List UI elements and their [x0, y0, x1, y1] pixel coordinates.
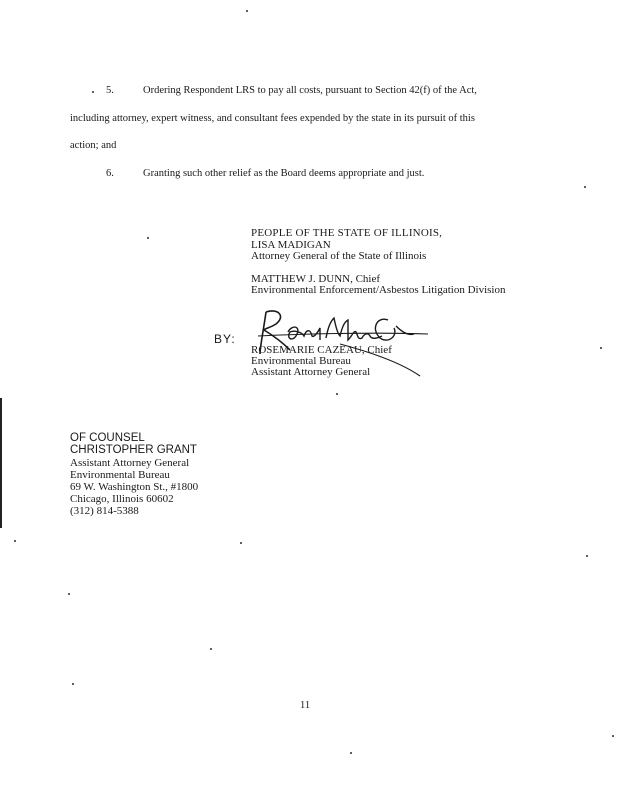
party-name: PEOPLE OF THE STATE OF ILLINOIS,	[251, 227, 443, 239]
counsel-name: CHRISTOPHER GRANT	[70, 444, 197, 456]
scan-speck	[92, 91, 94, 93]
signer-name: ROSEMARIE CAZEAU, Chief	[251, 344, 392, 356]
by-label: BY:	[214, 332, 236, 346]
counsel-phone: (312) 814-5388	[70, 505, 139, 517]
scan-speck	[240, 542, 242, 544]
item-6-number: 6.	[106, 168, 114, 179]
scan-speck	[147, 237, 149, 239]
scan-edge-line	[0, 398, 2, 528]
counsel-address-line-2: Chicago, Illinois 60602	[70, 493, 174, 505]
scan-speck	[336, 393, 338, 395]
counsel-bureau: Environmental Bureau	[70, 469, 170, 481]
scan-speck	[586, 555, 588, 557]
scan-speck	[612, 735, 614, 737]
item-5-line-2: including attorney, expert witness, and consultant fees expended by the state in its pursuit of this	[70, 113, 475, 124]
counsel-address-line-1: 69 W. Washington St., #1800	[70, 481, 199, 493]
counsel-title: Assistant Attorney General	[70, 457, 190, 469]
division-chief-name: MATTHEW J. DUNN, Chief	[251, 273, 381, 285]
scan-speck	[350, 752, 352, 754]
attorney-general-title: Attorney General of the State of Illinois	[251, 250, 427, 262]
scan-speck	[584, 186, 586, 188]
scan-speck	[14, 540, 16, 542]
attorney-general-name: LISA MADIGAN	[251, 239, 331, 251]
page-number: 11	[300, 700, 311, 711]
scan-speck	[68, 593, 70, 595]
scan-speck	[210, 648, 212, 650]
signer-bureau: Environmental Bureau	[251, 355, 351, 367]
scan-speck	[72, 683, 74, 685]
item-5-number: 5.	[106, 85, 114, 96]
item-5-line-1: Ordering Respondent LRS to pay all costs, pursuant to Section 42(f) of the Act,	[143, 85, 477, 96]
scan-speck	[600, 347, 602, 349]
signer-title: Assistant Attorney General	[251, 366, 371, 378]
scan-speck	[246, 10, 248, 12]
division-name: Environmental Enforcement/Asbestos Litigation Division	[251, 284, 506, 296]
item-6-text: Granting such other relief as the Board deems appropriate and just.	[143, 168, 425, 179]
item-5-line-3: action; and	[70, 140, 117, 151]
of-counsel-heading: OF COUNSEL	[70, 432, 145, 444]
